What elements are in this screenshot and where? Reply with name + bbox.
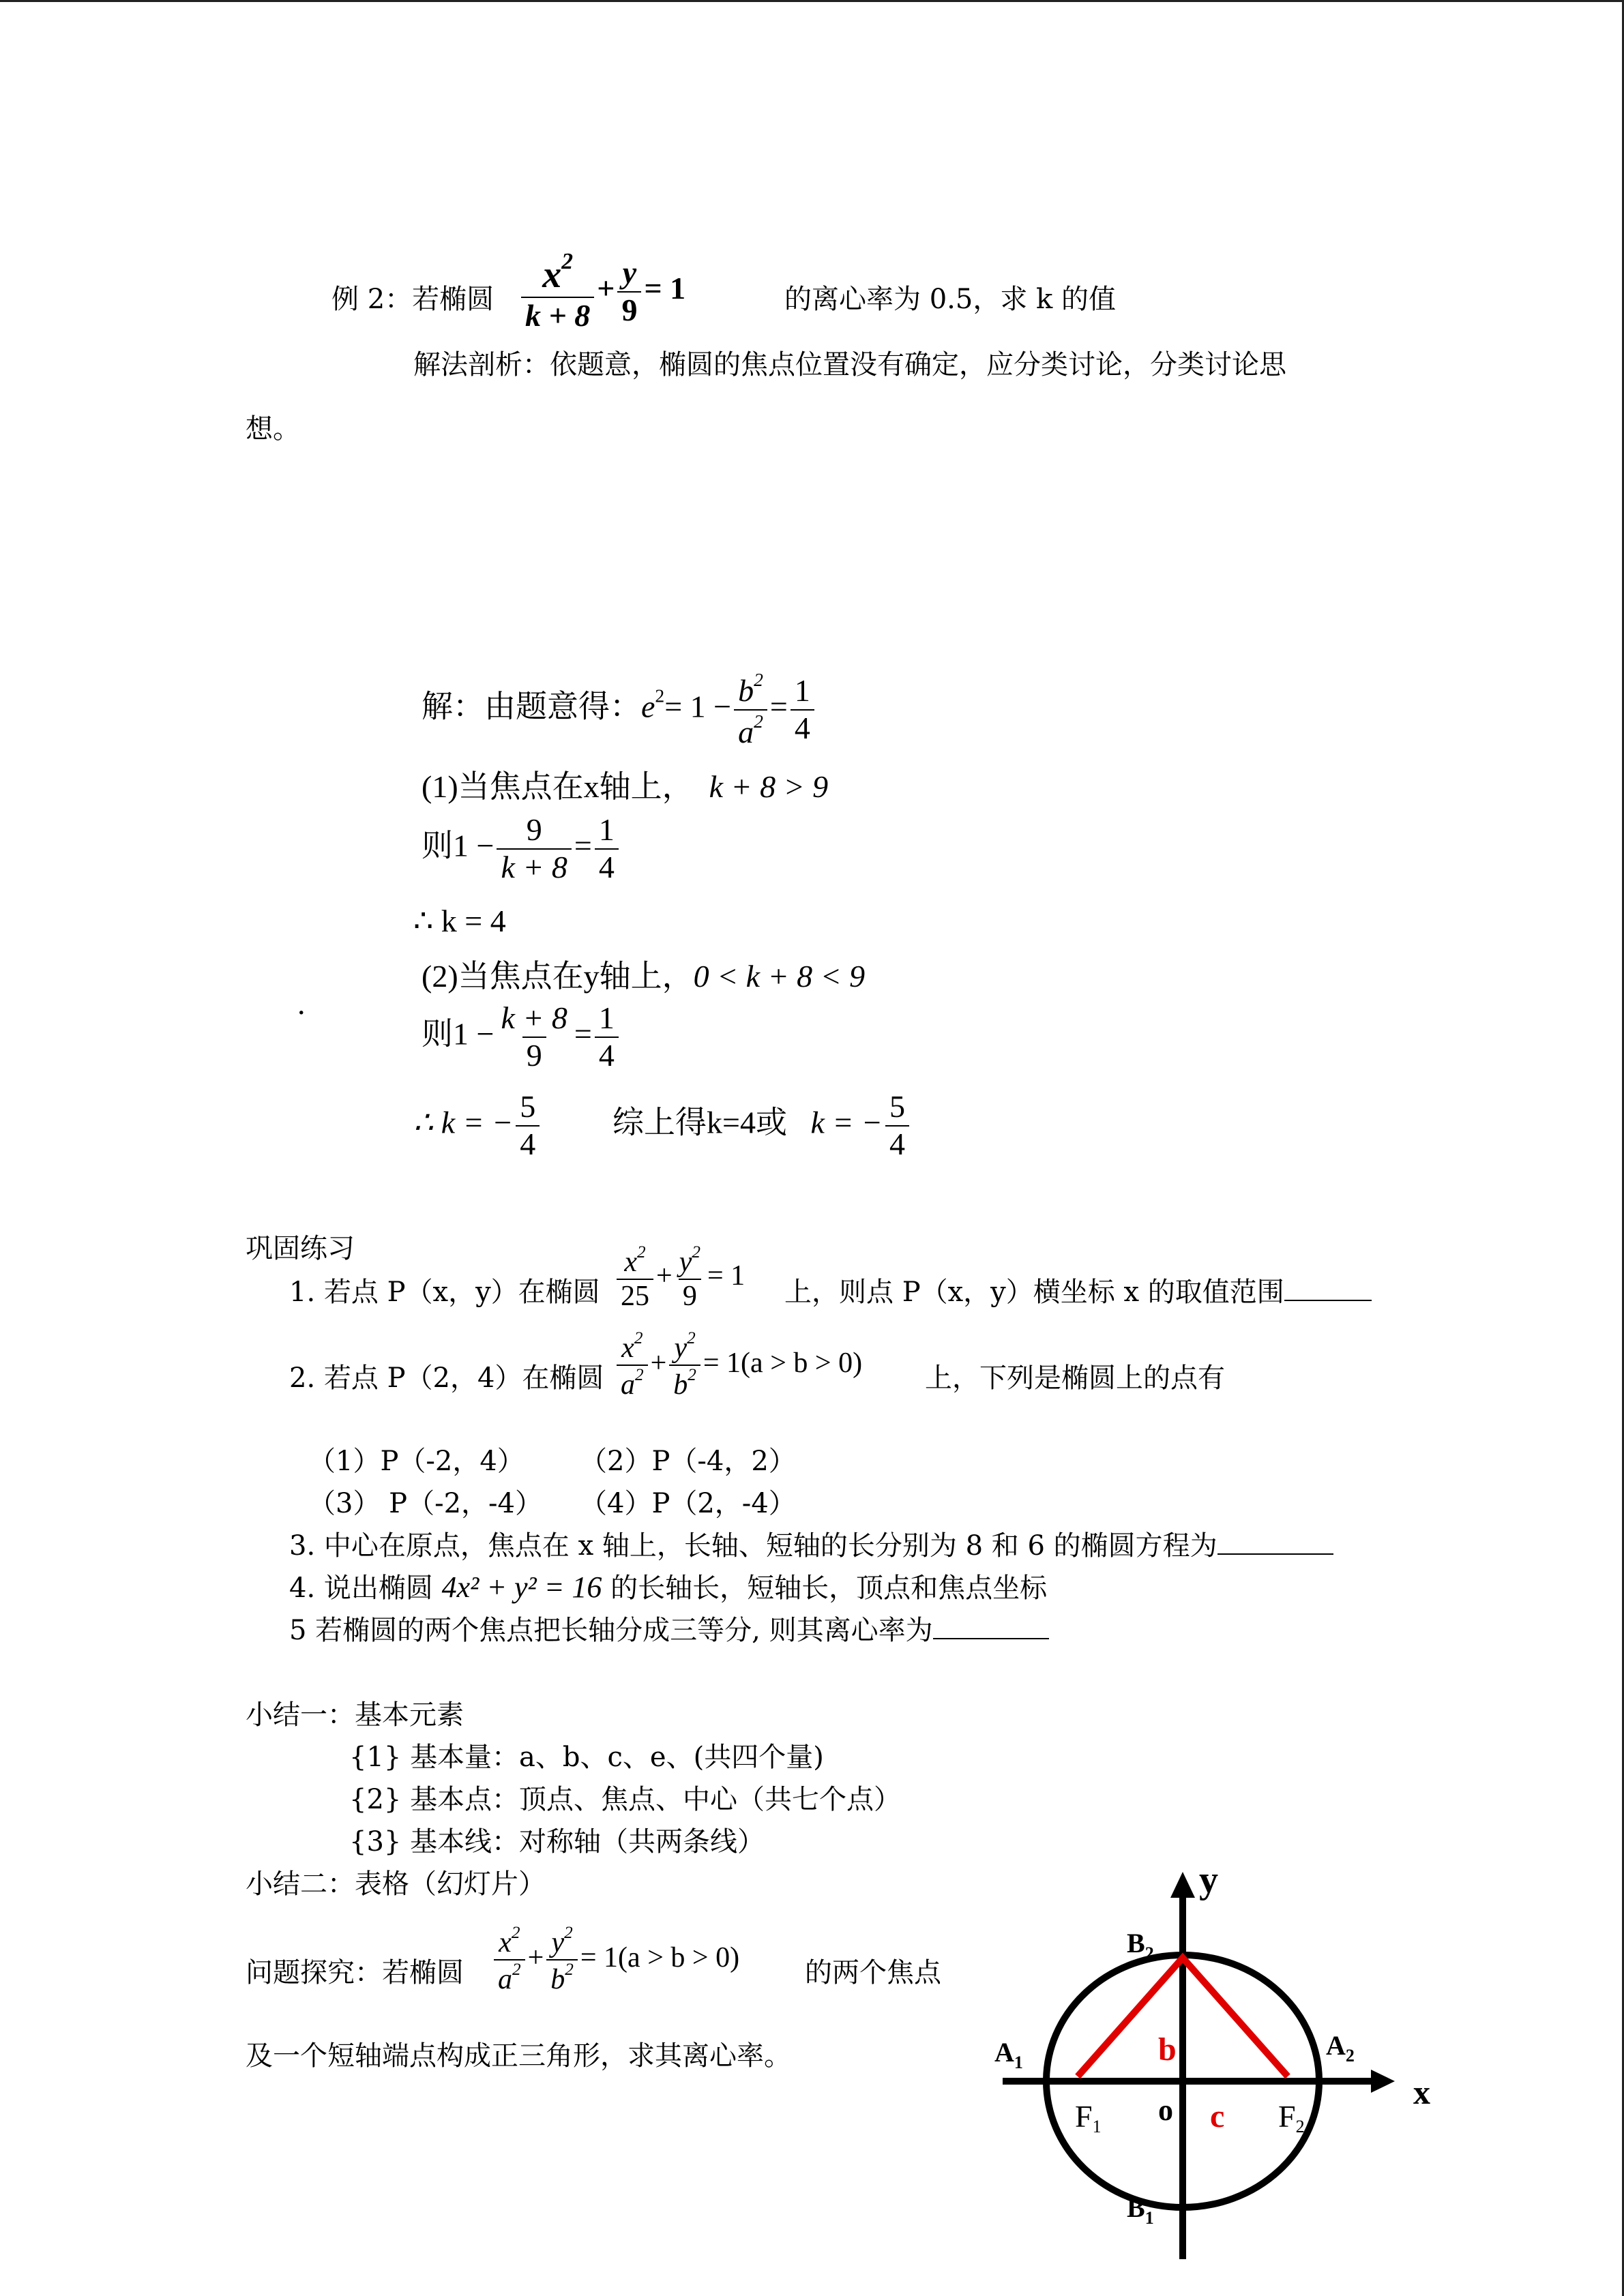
solution-then1: 则1 − $\frac{9}{k + 8}$ = $\frac{1}{4}$	[422, 812, 621, 886]
practice-q4: 4. 说出椭圆 4x² + y² = 16 的长轴长，短轴长，顶点和焦点坐标	[289, 1570, 1048, 1604]
stray-dot: .	[297, 986, 306, 1021]
label-F2: F2	[1278, 2099, 1305, 2136]
summary-1-item-c: {3} 基本线：对称轴（共两条线）	[349, 1826, 765, 1858]
ex2-analysis-line1: 解法剖析：依题意，椭圆的焦点位置没有确定，应分类讨论，分类讨论思	[413, 349, 1286, 381]
practice-q1-blank[interactable]	[1284, 1300, 1372, 1301]
solution-result1: ∴ k = 4	[413, 904, 506, 938]
practice-q1-prefix: 1. 若点 P（x，y）在椭圆	[289, 1277, 600, 1308]
x-axis-arrow	[1371, 2070, 1395, 2093]
summary-2-title: 小结二：表格（幻灯片）	[246, 1868, 546, 1900]
problem-prefix: 问题探究：若椭圆	[246, 1957, 464, 1988]
solution-line1: 解：由题意得：$e^2= 1$ − $\frac{b^2}{a^2}$ = $\frac{1}{4}$	[422, 669, 817, 751]
practice-q3: 3. 中心在原点，焦点在 x 轴上，长轴、短轴的长分别为 8 和 6 的椭圆方程为	[289, 1524, 1333, 1563]
ellipse-diagram	[982, 1857, 1460, 2266]
practice-title: 巩固练习	[246, 1233, 355, 1264]
ex2-suffix: 的离心率为 0.5，求 k 的值	[784, 284, 1116, 315]
practice-option-1: （1）P（-2，4）	[308, 1446, 525, 1477]
y-axis-label: y	[1199, 1859, 1218, 1901]
practice-q5-blank[interactable]	[933, 1638, 1049, 1639]
solution-then2: 则1 − $\frac{k + 8}{9}$ = $\frac{1}{4}$	[422, 1000, 621, 1074]
x-axis-label: x	[1413, 2073, 1430, 2111]
label-A1: $A_1$	[994, 2037, 1023, 2072]
solution-result2: ∴ k = − $\frac{5}{4}$	[413, 1089, 542, 1163]
label-c: c	[1210, 2098, 1225, 2134]
label-A2: $A_2$	[1326, 2030, 1355, 2066]
problem-line2: 及一个短轴端点构成正三角形，求其离心率。	[246, 2040, 791, 2072]
label-F1: F1	[1075, 2099, 1102, 2136]
practice-q2-equation: $\frac{x^2}{a^2}$ + $\frac{y^2}{b^2}$ = 1(a > b > 0)	[614, 1329, 862, 1402]
practice-option-4: （4）P（2，-4）	[580, 1488, 796, 1519]
solution-case2: (2)当焦点在y轴上，0 < k + 8 < 9	[422, 959, 866, 994]
practice-q1-equation: $\frac{x^2}{25}$ + $\frac{y^2}{9}$ = 1	[614, 1243, 745, 1313]
practice-q2-prefix: 2. 若点 P（2，4）在椭圆	[289, 1362, 604, 1394]
practice-q5: 5 若椭圆的两个焦点把长轴分成三等分, 则其离心率为	[289, 1609, 1049, 1648]
ex2-equation: $\frac{x^2}{k + 8}$ + $\frac{y}{9}$ = 1	[518, 249, 685, 334]
summary-1-item-a: {1} 基本量：a、b、c、e、(共四个量)	[349, 1742, 824, 1773]
label-B2: $B_2$	[1127, 1928, 1154, 1963]
y-axis-arrow	[1170, 1872, 1195, 1898]
problem-equation: $\frac{x^2}{a^2}$ + $\frac{y^2}{b^2}$ = 1(a > b > 0)	[491, 1924, 739, 1997]
label-B1: $B_1$	[1127, 2192, 1154, 2228]
solution-case1: (1)当焦点在x轴上， k + 8 > 9	[422, 769, 829, 804]
practice-option-2: （2）P（-4，2）	[580, 1446, 796, 1477]
practice-option-3: （3） P（-2，-4）	[308, 1488, 543, 1519]
label-origin: o	[1158, 2093, 1173, 2127]
practice-q2-suffix: 上，下列是椭圆上的点有	[925, 1362, 1225, 1394]
summary-1-item-b: {2} 基本点：顶点、焦点、中心（共七个点）	[349, 1784, 902, 1815]
practice-q3-blank[interactable]	[1217, 1553, 1333, 1555]
problem-suffix: 的两个焦点	[805, 1957, 941, 1988]
ex2-prefix: 例 2：若椭圆	[331, 284, 494, 315]
ex2-analysis-line2: 想。	[246, 413, 300, 445]
practice-q1-suffix: 上，则点 P（x，y）横坐标 x 的取值范围	[784, 1270, 1372, 1309]
summary-1-title: 小结一：基本元素	[246, 1699, 464, 1731]
solution-summary: 综上得k=4或 k = − $\frac{5}{4}$	[612, 1089, 912, 1163]
label-b: b	[1158, 2031, 1177, 2068]
